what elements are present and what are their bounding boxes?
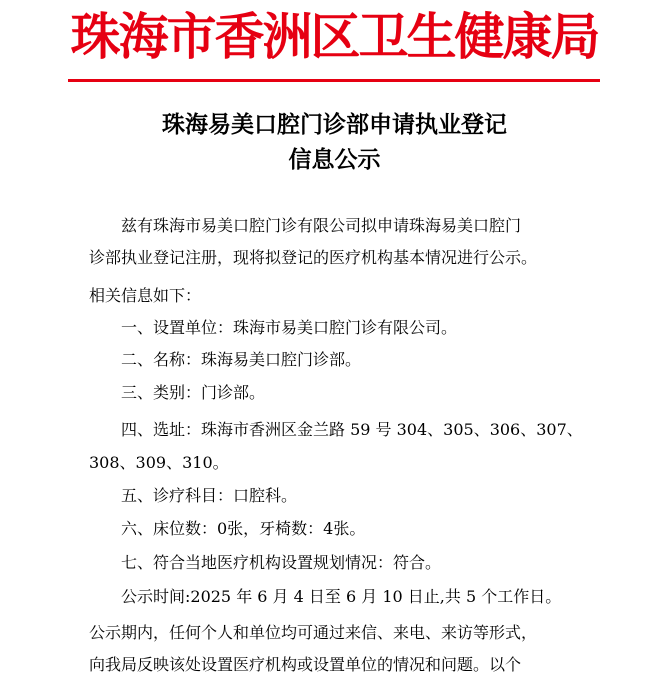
body-line: 相关信息如下： [89, 286, 202, 305]
body-line: 兹有珠海市易美口腔门诊有限公司拟申请珠海易美口腔门 [121, 216, 522, 235]
body-line: 诊部执业登记注册，现将拟登记的医疗机构基本情况进行公示。 [89, 248, 538, 267]
body-line: 一、设置单位：珠海市易美口腔门诊有限公司。 [121, 318, 458, 337]
letterhead-divider [68, 79, 600, 82]
document-title-line-1: 珠海易美口腔门诊部申请执业登记 [162, 111, 507, 138]
body-line: 公示期内，任何个人和单位均可通过来信、来电、来访等形式， [89, 623, 538, 642]
body-line: 七、符合当地医疗机构设置规划情况：符合。 [121, 553, 442, 572]
body-line: 公示时间:2025 年 6 月 4 日至 6 月 10 日止,共 5 个工作日。 [121, 587, 562, 606]
agency-letterhead: 珠海市香洲区卫生健康局 [70, 8, 599, 66]
body-line: 三、类别：门诊部。 [121, 383, 266, 402]
body-line: 向我局反映该处设置医疗机构或设置单位的情况和问题。以个 [89, 655, 522, 674]
document-title-line-2: 信息公示 [288, 146, 381, 173]
body-line: 308、309、310。 [89, 453, 229, 472]
body-line: 五、诊疗科目：口腔科。 [121, 486, 298, 505]
body-line: 二、名称：珠海易美口腔门诊部。 [121, 350, 362, 369]
body-line: 六、床位数：0张，牙椅数：4张。 [121, 519, 366, 538]
body-line: 四、选址：珠海市香洲区金兰路 59 号 304、305、306、307、 [121, 420, 583, 439]
